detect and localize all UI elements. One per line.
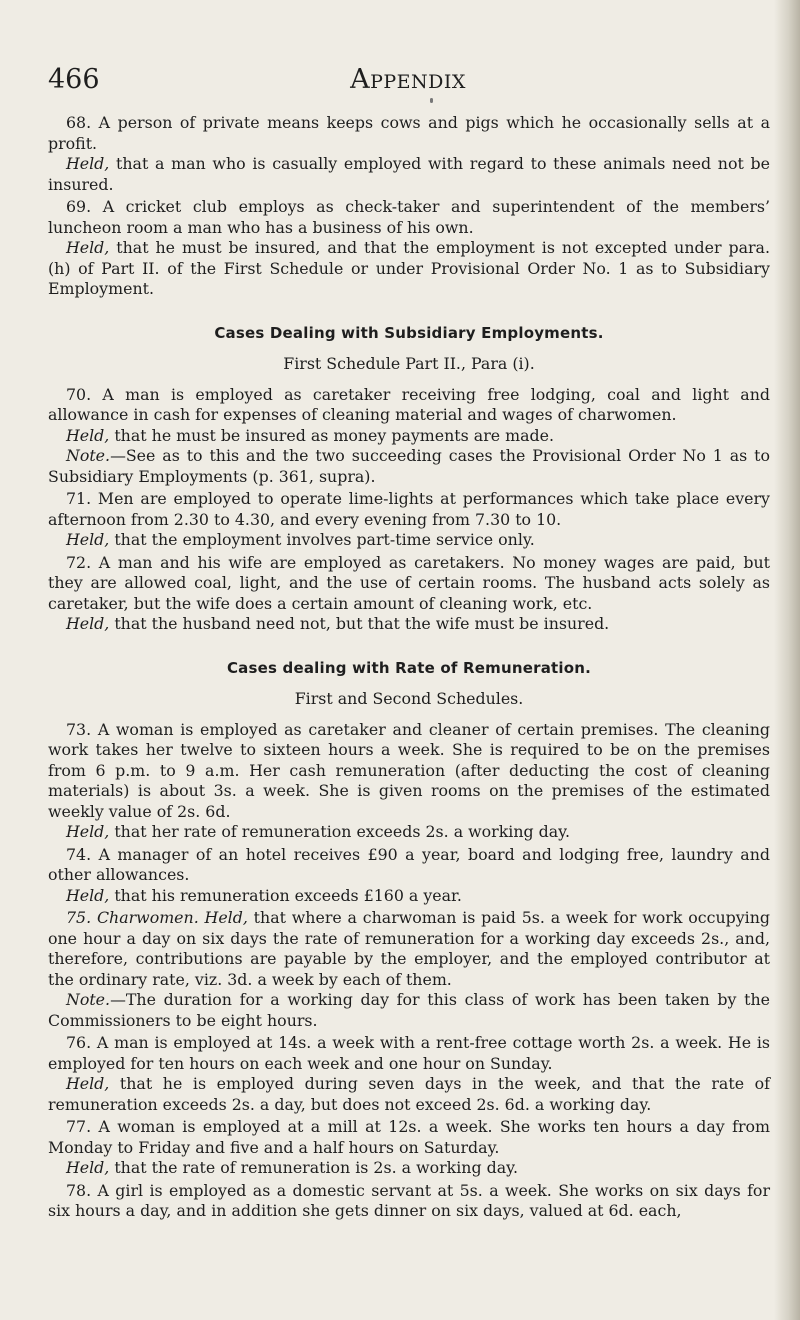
case-paragraph: 68. A person of private means keeps cows and pigs which he occasionally sells at a profit. [48, 113, 770, 153]
ruling-lead: Held, [66, 1158, 110, 1177]
ruling-lead: Held, [66, 238, 110, 257]
ruling-paragraph [48, 1158, 770, 1179]
ruling-lead: Held, [66, 530, 110, 549]
ruling-paragraph [48, 990, 770, 1031]
ruling-lead: Note. [66, 990, 111, 1009]
ruling-paragraph [48, 446, 770, 487]
case-paragraph: 72. A man and his wife are employed as caretakers. No money wages are paid, but they are allowed coal, light, and the use of certain rooms. The husband acts solely as caretaker, but the wife does a certain amount of cleaning work, etc. [48, 552, 770, 613]
ruling-text: that the employment involves part-time service only. [109, 530, 535, 549]
case-paragraph: 71. Men are employed to operate lime-lights at performances which take place every afternoon from 2.30 to 4.30, and every evening from 7.30 to 10. [48, 489, 770, 529]
running-title: Appendix [350, 64, 466, 95]
case-paragraph: 78. A girl is employed as a domestic servant at 5s. a week. She works on six days for six hours a day, and in addition she gets dinner on six days, valued at 6d. each, [48, 1180, 770, 1220]
section-subheading: First Schedule Part II., Para (i). [283, 353, 535, 373]
case-paragraph: 73. A woman is employed as caretaker and cleaner of certain premises. The cleaning work takes her twelve to sixteen hours a week. She is required to be on the premises from 6 p.m. to 9 a.m. Her cash remuneration (after deducting the cost of cleaning materials) is about 3s. a week. She is given rooms on the premises of the estimated weekly value of 2s. 6d. [48, 719, 770, 821]
ruling-text: that the husband need not, but that the wife must be insured. [109, 614, 610, 633]
ruling-paragraph [48, 614, 770, 635]
body-text [48, 113, 770, 1222]
ruling-text: that his remuneration exceeds £160 a year. [109, 885, 462, 905]
ruling-lead: Held, [66, 614, 110, 633]
ruling-lead: 75. Charwomen. Held, [66, 908, 248, 927]
case-paragraph: 74. A manager of an hotel receives £90 a year, board and lodging free, laundry and other allowances. [48, 844, 770, 884]
case-paragraph: 70. A man is employed as caretaker receiving free lodging, coal and light and allowance in cash for expenses of cleaning material and wages of charwomen. [48, 384, 770, 424]
ruling-lead: Held, [66, 154, 110, 173]
section-heading: Cases dealing with Rate of Remuneration. [226, 658, 592, 677]
section-heading: Cases Dealing with Subsidiary Employments. [214, 323, 604, 342]
ink-speck [430, 98, 433, 103]
ruling-lead: Held, [66, 885, 110, 905]
ruling-paragraph [48, 908, 770, 990]
ruling-text: —The duration for a working day for this class of work has been taken by the Commissioners to be eight hours. [48, 990, 770, 1030]
ruling-text: that where a charwoman is paid 5s. a week for work occupying one hour a day on six days the rate of remuneration for a working day exceeds 2s., and, therefore, contributions are payable by the employer, and the employed contributor at the ordinary rate, viz. 3d. a week by each of them. [48, 908, 770, 989]
ruling-lead: Held, [66, 1074, 110, 1093]
ruling-paragraph [48, 238, 770, 300]
case-paragraph: 77. A woman is employed at a mill at 12s. a week. She works ten hours a day from Monday to Friday and five and a half hours on Saturday. [48, 1117, 770, 1157]
ruling-text: that the rate of remuneration is 2s. a working day. [109, 1158, 518, 1177]
ruling-paragraph [48, 426, 770, 447]
ruling-paragraph [48, 154, 770, 195]
page-number: 466 [48, 64, 100, 95]
ruling-paragraph [48, 1074, 770, 1115]
page-header [48, 64, 768, 100]
ruling-text: that a man who is casually employed with regard to these animals need not be insured. [48, 154, 770, 194]
ruling-paragraph [48, 530, 770, 551]
ruling-text: that he must be insured as money payments are made. [109, 425, 554, 445]
page-edge-shadow [774, 0, 800, 1320]
section-subheading: First and Second Schedules. [294, 688, 524, 708]
ruling-text: that he must be insured, and that the employment is not excepted under para. (h) of Part II. of the First Schedule or under Provisional Order No. 1 as to Subsidiary Employment. [48, 238, 770, 298]
spacer [48, 635, 770, 659]
case-paragraph: 69. A cricket club employs as check-taker and superintendent of the members’ luncheon room a man who has a business of his own. [48, 197, 770, 237]
ruling-text: that her rate of remuneration exceeds 2s. a working day. [109, 822, 571, 841]
ruling-paragraph [48, 822, 770, 843]
ruling-paragraph [48, 886, 770, 907]
ruling-text: that he is employed during seven days in the week, and that the rate of remuneration exceeds 2s. a day, but does not exceed 2s. 6d. a working day. [48, 1074, 770, 1114]
spacer [48, 300, 770, 324]
ruling-lead: Note. [66, 446, 111, 465]
ruling-lead: Held, [66, 822, 110, 841]
ruling-text: —See as to this and the two succeeding cases the Provisional Order No 1 as to Subsidiary Employments (p. 361, supra). [48, 446, 770, 486]
case-paragraph: 76. A man is employed at 14s. a week with a rent-free cottage worth 2s. a week. He is employed for ten hours on each week and one hour on Sunday. [48, 1033, 770, 1073]
ruling-lead: Held, [66, 425, 110, 445]
